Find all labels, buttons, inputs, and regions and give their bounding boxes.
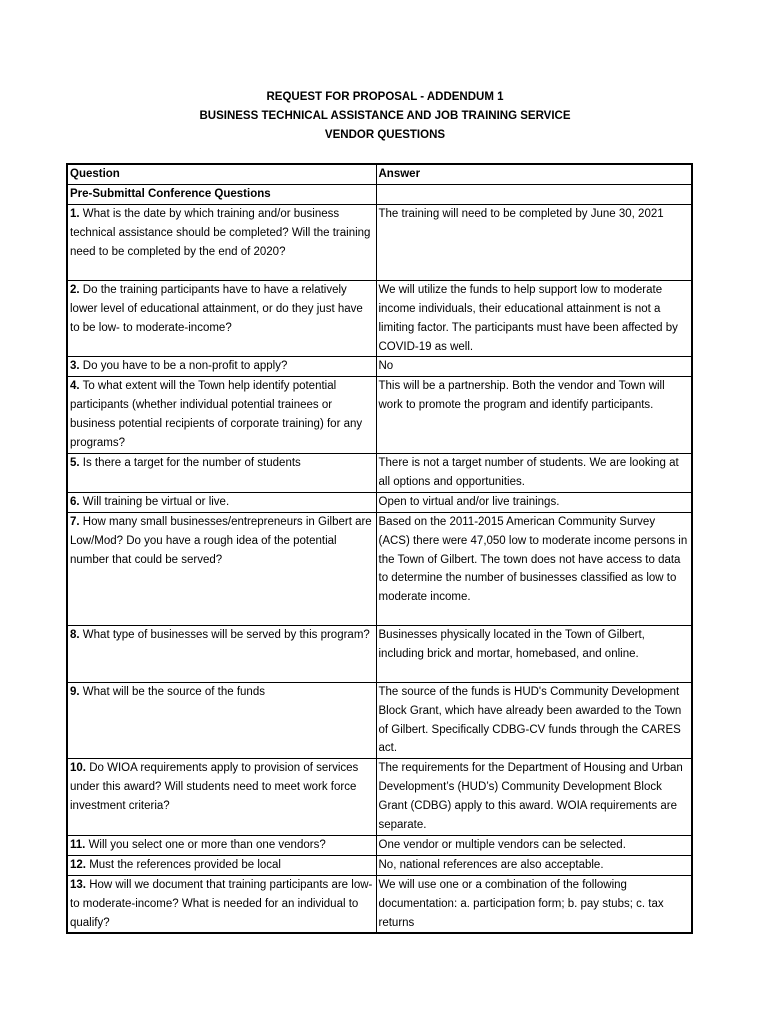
question-text: Must the references provided be local [89,858,281,871]
table-row [67,204,692,280]
question-number: 12. [70,858,86,871]
answer-column-header: Answer [376,164,692,184]
answer-cell: Open to virtual and/or live trainings. [376,492,692,512]
question-cell [67,357,376,377]
question-text: What will be the source of the funds [82,685,265,698]
question-text: Will training be virtual or live. [82,495,230,508]
question-text: Do you have to be a non-profit to apply? [82,360,288,373]
question-number: 11. [70,838,86,851]
question-cell [67,492,376,512]
question-cell [67,625,376,682]
answer-cell: We will use one or a combination of the following documentation: a. participation form; b. pay stubs; c. tax returns [376,875,692,933]
answer-cell: One vendor or multiple vendors can be selected. [376,835,692,855]
question-number: 10. [70,762,86,775]
answer-cell: Based on the 2011-2015 American Community Survey (ACS) there were 47,050 low to moderate income persons in the Town of Gilbert. The town does not have access to data to determine the number of businesses classified as low to moderate income. [376,512,692,625]
question-number: 2. [70,283,80,296]
table-row [67,357,692,377]
answer-cell: This will be a partnership. Both the vendor and Town will work to promote the program and identify participants. [376,377,692,454]
table-row [67,875,692,933]
answer-cell: The training will need to be completed by June 30, 2021 [376,204,692,280]
question-number: 13. [70,878,86,891]
question-column-header: Question [67,164,376,184]
answer-cell: Businesses physically located in the Town of Gilbert, including brick and mortar, homebased, and online. [376,625,692,682]
title-line-2: BUSINESS TECHNICAL ASSISTANCE AND JOB TRAINING SERVICE [199,110,571,122]
title-line-3: VENDOR QUESTIONS [324,129,446,141]
table-row [67,453,692,492]
question-number: 6. [70,495,80,508]
answer-cell: No, national references are also acceptable. [376,855,692,875]
table-row [67,835,692,855]
table-row [67,280,692,357]
title-line-1: REQUEST FOR PROPOSAL - ADDENDUM 1 [266,91,504,103]
table-row [67,512,692,625]
question-text: Do the training participants have to have a relatively lower level of educational attainment, or do they just have to be low- to moderate-income? [70,283,363,334]
question-number: 8. [70,628,80,641]
question-text: What is the date by which training and/or business technical assistance should be completed? Will the training need to be completed by the end of 2020? [70,207,371,258]
question-number: 7. [70,515,80,528]
question-text: What type of businesses will be served by this program? [82,628,370,641]
question-number: 9. [70,685,80,698]
question-cell [67,682,376,759]
question-cell [67,759,376,836]
question-number: 4. [70,380,80,393]
table-header-row [67,164,692,184]
answer-cell: No [376,357,692,377]
table-row [67,855,692,875]
table-row [67,759,692,836]
question-number: 5. [70,456,80,469]
answer-cell: The requirements for the Department of Housing and Urban Development’s (HUD’s) Community Development Block Grant (CDBG) apply to this award. WOIA requirements are separate. [376,759,692,836]
answer-cell: There is not a target number of students. We are looking at all options and opportunities. [376,453,692,492]
question-cell [67,280,376,357]
question-cell [67,204,376,280]
question-number: 1. [70,207,80,220]
section-title: Pre-Submittal Conference Questions [67,184,376,204]
section-row [67,184,692,204]
question-number: 3. [70,360,80,373]
table-row [67,492,692,512]
question-cell [67,835,376,855]
question-text: To what extent will the Town help identify potential participants (whether individual potential trainees or business potential recipients of corporate training) for any programs? [70,380,363,450]
answer-cell: The source of the funds is HUD's Community Development Block Grant, which have already been awarded to the Town of Gilbert. Specifically CDBG-CV funds through the CARES act. [376,682,692,759]
question-text: Is there a target for the number of students [82,456,301,469]
question-cell [67,875,376,933]
question-text: How will we document that training participants are low- to moderate-income? What is needed for an individual to qualify? [70,878,373,929]
question-text: Will you select one or more than one vendors? [88,838,326,851]
table-row [67,682,692,759]
question-cell [67,377,376,454]
table-row [67,377,692,454]
question-text: Do WIOA requirements apply to provision of services under this award? Will students need to meet work force investment criteria? [70,762,359,813]
table-row [67,625,692,682]
question-cell [67,453,376,492]
answer-cell: We will utilize the funds to help support low to moderate income individuals, their educational attainment is not a limiting factor. The participants must have been affected by COVID-19 as well. [376,280,692,357]
questions-table [66,163,693,934]
question-cell [67,512,376,625]
question-text: How many small businesses/entrepreneurs in Gilbert are Low/Mod? Do you have a rough idea of the potential number that could be served? [70,515,372,566]
question-cell [67,855,376,875]
document-title [0,88,770,145]
